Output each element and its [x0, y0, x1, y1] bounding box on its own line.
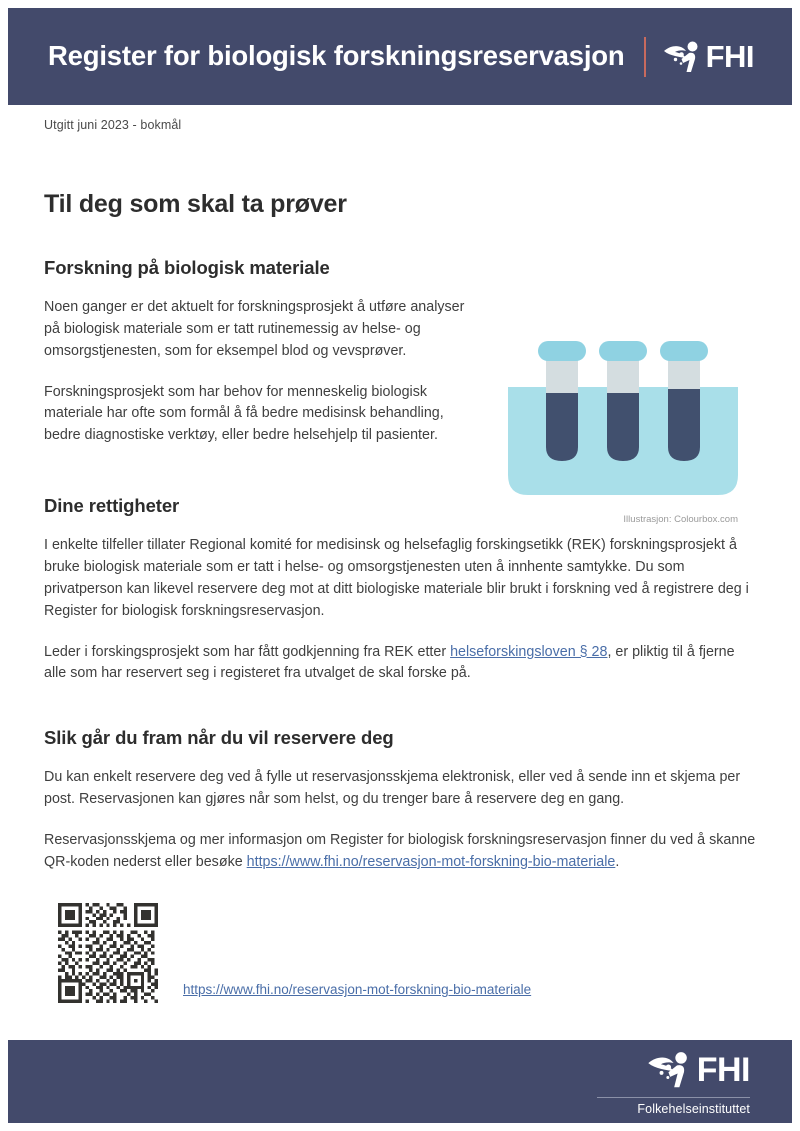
text-after-link: . — [615, 853, 620, 870]
test-tubes-illustration — [508, 335, 756, 525]
section-howto — [44, 727, 756, 873]
paragraph-with-link — [44, 642, 756, 686]
issue-date-line: Utgitt juni 2023 - bokmål — [44, 118, 182, 132]
section-rights-heading: Dine rettigheter — [44, 495, 180, 517]
text-before-link: Reservasjonsskjema og mer informasjon om Register for biologisk forskningsreservasjon finner du ved å skanne QR-koden nederst eller besøke — [44, 832, 756, 870]
fhi-wordmark-footer: FHI — [696, 1050, 750, 1089]
footer-logo-lockup — [646, 1048, 750, 1092]
qr-code[interactable] — [55, 903, 161, 1003]
paragraph: Noen ganger er det aktuelt for forskningsprosjekt å utføre analyser på biologisk materiale som er tatt rutinemessig av helse- og omsorgstjenesten, som for eksempel blod og vevsprøver. — [44, 299, 465, 359]
fhi-figure-logo-icon — [662, 38, 702, 76]
section-research-heading: Forskning på biologisk materiale — [44, 257, 330, 278]
fhi-reservation-url-link[interactable]: https://www.fhi.no/reservasjon-mot-forskning-bio-materiale — [246, 853, 616, 870]
illustration-caption: Illustrasjon: Colourbox.com — [623, 514, 738, 525]
section-research-text — [44, 297, 474, 447]
paragraph-with-link — [44, 830, 756, 874]
fhi-wordmark-header: FHI — [705, 39, 754, 74]
fhi-logo-footer — [597, 1048, 750, 1116]
fhi-figure-logo-icon — [646, 1048, 692, 1092]
fhi-logo-header — [662, 38, 754, 76]
qr-block — [55, 903, 531, 1003]
footer-tagline: Folkehelseinstituttet — [637, 1101, 750, 1116]
section-howto-heading: Slik går du fram når du vil reservere deg — [44, 727, 394, 749]
page-title: Register for biologisk forskningsreservasjon — [48, 40, 625, 72]
footer-banner — [8, 1040, 792, 1123]
header-logo-group — [644, 37, 754, 77]
helseforskingsloven-link[interactable]: helseforskingsloven § 28 — [450, 643, 608, 660]
qr-url-link[interactable]: https://www.fhi.no/reservasjon-mot-forskning-bio-materiale — [183, 982, 532, 997]
document-title: Til deg som skal ta prøver — [44, 190, 347, 218]
paragraph: Forskningsprosjekt som har behov for menneskelig biologisk materiale har ofte som formål å få bedre medisinsk behandling, bedre diagnostiske verktøy, eller bedre helsehjelp til pasienter. — [44, 383, 444, 444]
text-before-link: Leder i forskingsprosjekt som har fått godkjenning fra REK etter — [44, 643, 451, 660]
text-after-link: , er pliktig til å fjerne alle som har reservert seg i registeret fra utvalget de skal forske på. — [44, 643, 735, 682]
header-divider — [644, 37, 646, 77]
test-tubes-icon — [508, 335, 738, 511]
footer-divider — [597, 1097, 750, 1098]
header-banner — [8, 8, 792, 105]
paragraph: Du kan enkelt reservere deg ved å fylle ut reservasjonsskjema elektronisk, eller ved å sende inn et skjema per post. Reservasjonen kan gjøres når som helst, og du trenger bare å reservere deg en gang. — [44, 769, 741, 808]
document-content — [44, 190, 756, 874]
paragraph: I enkelte tilfeller tillater Regional komité for medisinsk og helsefaglig forskingsetikk (REK) forskningsprosjekt å bruke biologisk materiale som er tatt i helse- og omsorgstjenesten uten å innhente samtykke. Du som privatperson kan likevel reservere deg mot at ditt biologiske materiale blir brukt i forskning ved å registrere deg i Register for biologisk forskningsreservasjon. — [44, 537, 749, 619]
